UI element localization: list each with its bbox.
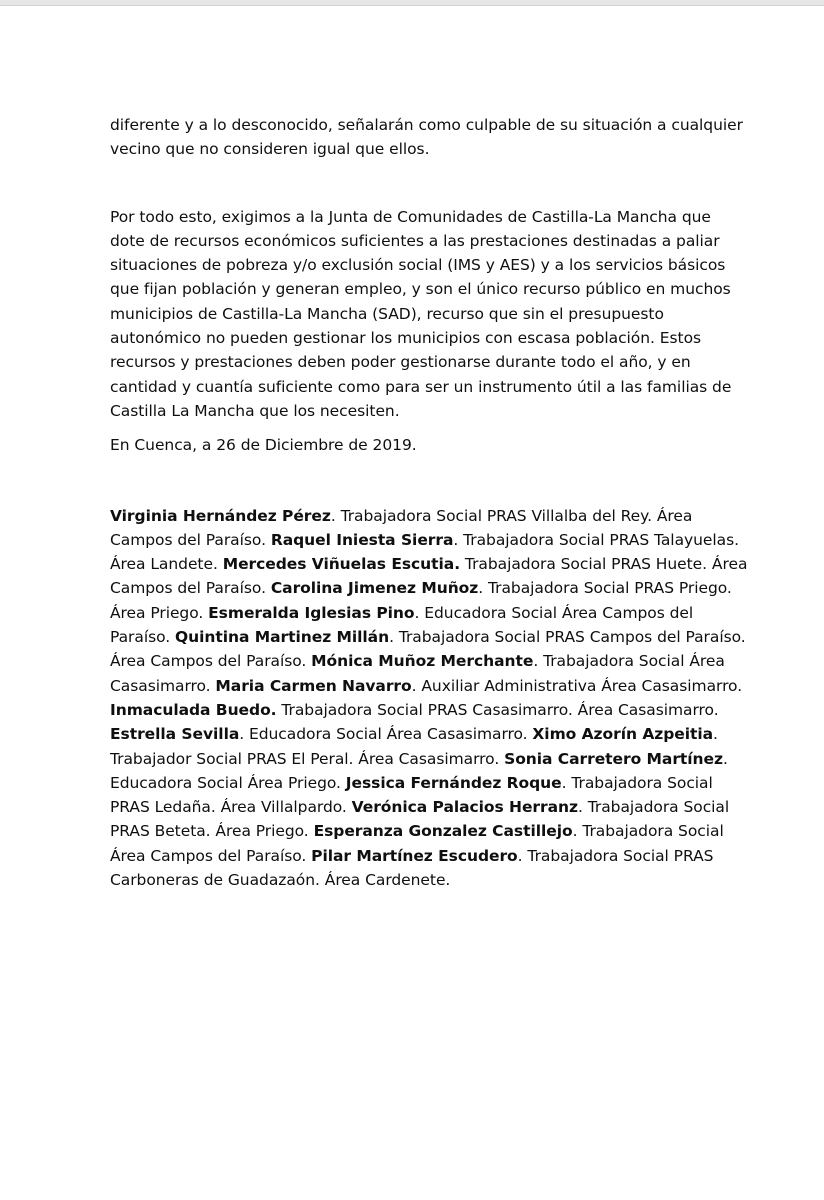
signer-name: Quintina Martinez Millán [175,628,390,647]
signer-role: . Trabajadora Social PRAS Priego. Área Priego. [110,579,732,622]
signatories-list [110,504,750,893]
signer-name: Ximo Azorín Azpeitia [532,725,714,744]
signer-role: . Trabajadora Social Área Campos del Paraíso. [110,822,724,865]
signer-name: Maria Carmen Navarro [215,676,412,695]
signer-name: Esperanza Gonzalez Castillejo [313,822,573,841]
signer-name: Mercedes Viñuelas Escutia. [222,555,461,574]
signer-name: Mónica Muñoz Merchante [311,652,534,671]
signer-role: . Educadora Social Área Campos del Paraíso. [110,603,694,647]
signer-role: Trabajadora Social PRAS Casasimarro. Área Casasimarro. [276,700,719,719]
signer-name: Pilar Martínez Escudero [311,846,518,865]
signer-name: Jessica Fernández Roque [345,773,562,792]
signer-name: Raquel Iniesta Sierra [270,530,454,549]
signer-name: Inmaculada Buedo. [110,700,277,719]
document-page [110,113,750,892]
signer-role: . Trabajadora Social PRAS Campos del Paraíso. Área Campos del Paraíso. [110,628,746,671]
signer-role: . Trabajadora Social PRAS Beteta. Área Priego. [110,798,730,841]
signer-role: . Trabajadora Social Área Casasimarro. [110,652,725,695]
signer-role: . Trabajadora Social PRAS Villalba del Rey. Área Campos del Paraíso. [110,506,693,549]
signer-role: . Trabajadora Social PRAS Carboneras de Guadazaón. Área Cardenete. [110,846,714,890]
paragraph-demand: Por todo esto, exigimos a la Junta de Comunidades de Castilla-La Mancha que dote de recursos económicos suficientes a las prestaciones destinadas a paliar situaciones de pobreza y/o exclusión social (IMS y AES) y a los servicios básicos que fijan población y generan empleo, y son el único recurso público en muchos municipios de Castilla-La Mancha (SAD), recurso que sin el presupuesto autonómico no pueden gestionar los municipios con escasa población. Estos recursos y prestaciones deben poder gestionarse durante todo el año, y en cantidad y cuantía suficiente como para ser un instrumento útil a las familias de Castilla La Mancha que los necesiten. [110,207,732,420]
signer-role: . Educadora Social Área Priego. [110,749,728,792]
signer-name: Verónica Palacios Herranz [351,798,578,817]
page-top-edge [0,0,824,6]
signer-name: Virginia Hernández Pérez [110,506,331,525]
signer-role: . Trabajadora Social PRAS Talayuelas. Área Landete. [110,530,740,574]
signer-role: Trabajadora Social PRAS Huete. Área Campos del Paraíso. [110,555,748,598]
signer-name: Estrella Sevilla [110,725,240,744]
signer-role: . Educadora Social Área Casasimarro. [239,725,533,744]
signer-role: . Trabajador Social PRAS El Peral. Área Casasimarro. [110,725,718,768]
signer-role: . Trabajadora Social PRAS Ledaña. Área Villalpardo. [110,773,713,817]
paragraph-continuation: diferente y a lo desconocido, señalarán como culpable de su situación a cualquier vecino que no consideren igual que ellos. [110,116,743,159]
signer-name: Carolina Jimenez Muñoz [270,579,479,598]
paragraph-date: En Cuenca, a 26 de Diciembre de 2019. [110,436,417,455]
signer-role: . Auxiliar Administrativa Área Casasimarro. [411,676,743,695]
signer-name: Esmeralda Iglesias Pino [208,603,415,622]
signer-name: Sonia Carretero Martínez [504,749,723,768]
